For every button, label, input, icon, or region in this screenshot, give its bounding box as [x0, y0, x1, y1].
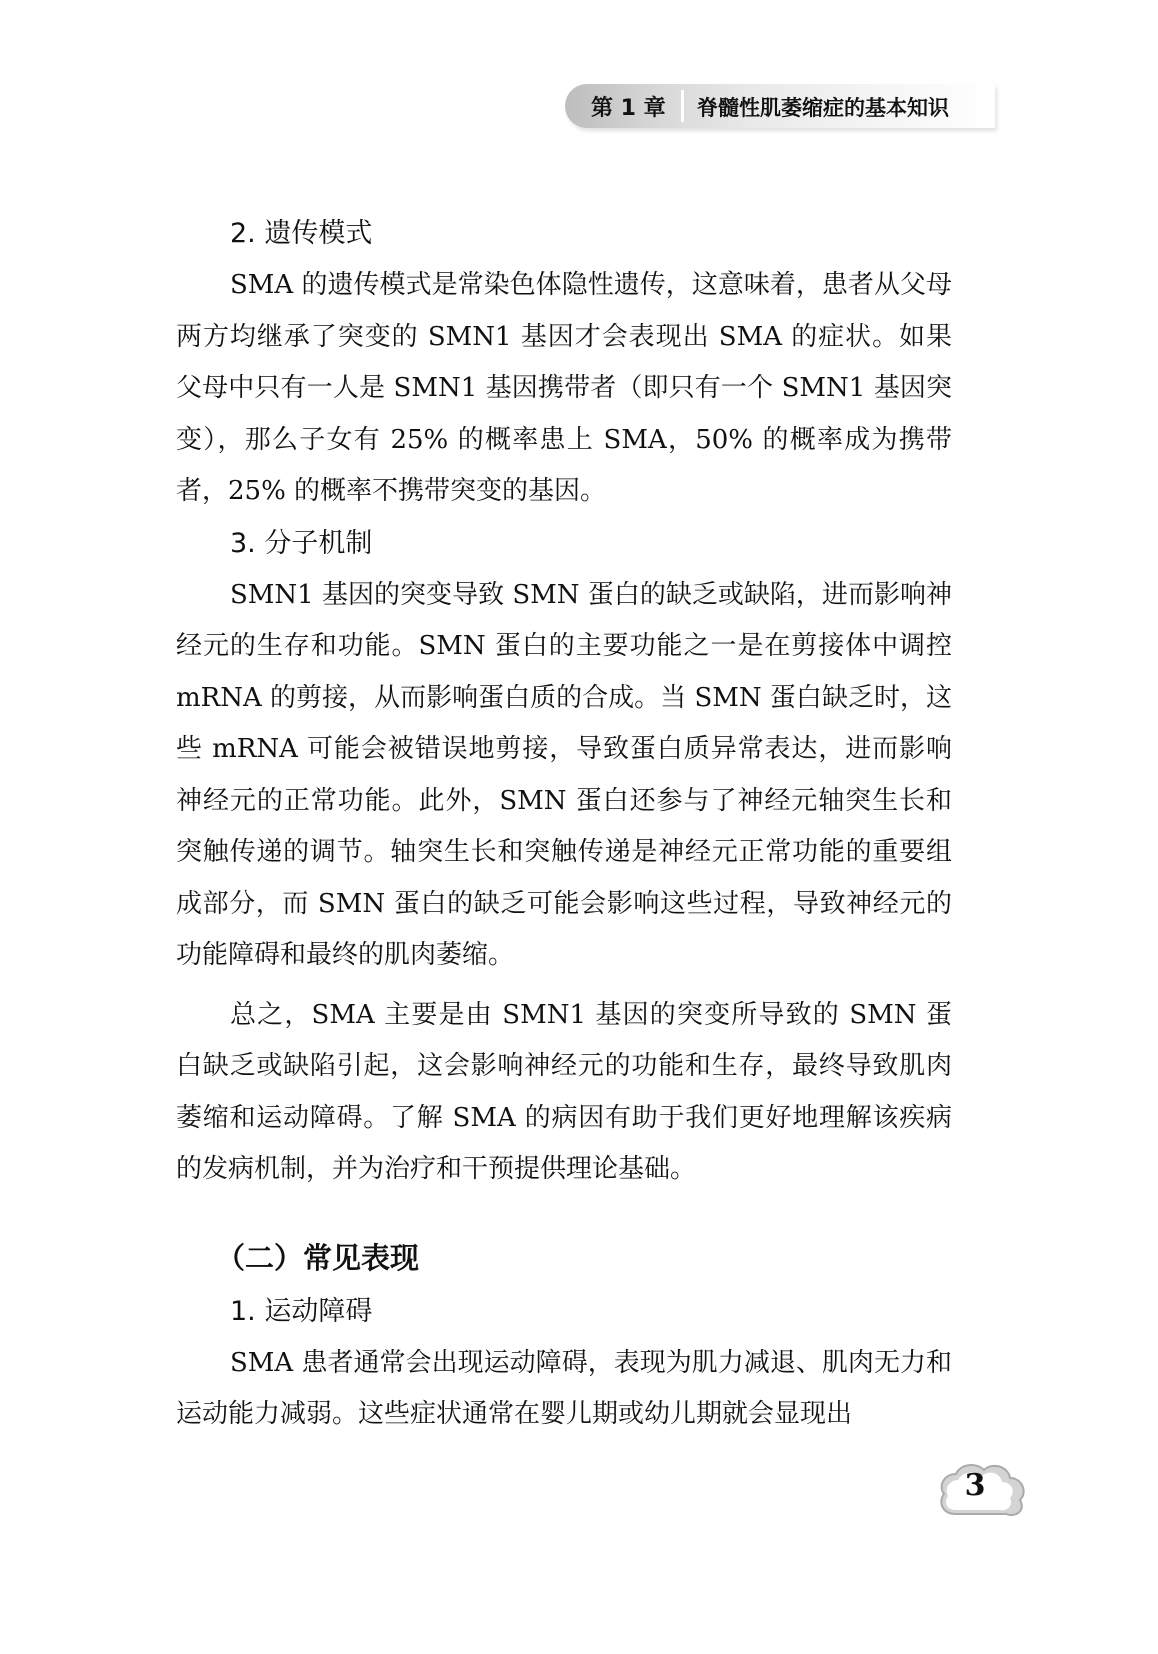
paragraph-molecular-mechanism: SMN1 基因的突变导致 SMN 蛋白的缺乏或缺陷，进而影响神经元的生存和功能。SMN 蛋白的主要功能之一是在剪接体中调控 mRNA 的剪接，从而影响蛋白质的合成。当 SMN 蛋白缺乏时，这些 mRNA 可能会被错误地剪接，导致蛋白质异常表达，进而影响神经元的正常功能。此外，SMN 蛋白还参与了神经元轴突生长和突触传递的调节。轴突生长和突触传递是神经元正常功能的重要组成部分，而 SMN 蛋白的缺乏可能会影响这些过程，导致神经元的功能障碍和最终的肌肉萎缩。	[176, 579, 952, 970]
chapter-title: 脊髓性肌萎缩症的基本知识	[697, 96, 949, 120]
header-divider	[681, 90, 684, 122]
subheading-inheritance-pattern: 2. 遗传模式	[230, 218, 373, 249]
subheading-motor-impairment: 1. 运动障碍	[230, 1295, 373, 1327]
paragraph-inheritance-pattern: SMA 的遗传模式是常染色体隐性遗传，这意味着，患者从父母两方均继承了突变的 SMN1 基因才会表现出 SMA 的症状。如果父母中只有一人是 SMN1 基因携带者（即只有一个 SMN1 基因突变），那么子女有 25% 的概率患上 SMA，50% 的概率成为携带者，25% 的概率不携带突变的基因。	[176, 270, 952, 506]
subheading-molecular-mechanism: 3. 分子机制	[230, 527, 373, 559]
paragraph-gap	[176, 982, 952, 990]
page-number-badge	[936, 1458, 1028, 1520]
paragraph-motor-impairment: SMA 患者通常会出现运动障碍，表现为肌力减退、肌肉无力和运动能力减弱。这些症状通常在婴儿期或幼儿期就会显现出	[176, 1347, 952, 1429]
chapter-number: 第 1 章	[591, 96, 666, 121]
paragraph-summary: 总之，SMA 主要是由 SMN1 基因的突变所导致的 SMN 蛋白缺乏或缺陷引起，这会影响神经元的功能和生存，最终导致肌肉萎缩和运动障碍。了解 SMA 的病因有助于我们更好地理解该疾病的发病机制，并为治疗和干预提供理论基础。	[176, 999, 952, 1184]
running-header	[565, 84, 995, 128]
page-number: 3	[964, 1468, 986, 1503]
section-heading-common-manifestations: （二）常见表现	[216, 1240, 420, 1275]
page-content	[176, 208, 952, 1441]
